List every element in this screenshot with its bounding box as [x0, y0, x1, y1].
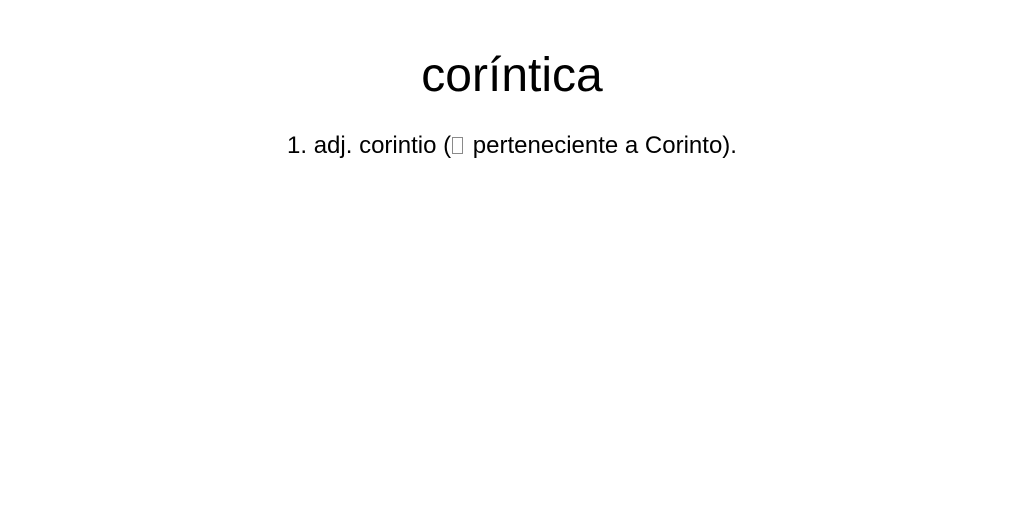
definition-line	[0, 131, 1024, 161]
lemma: corintio	[359, 132, 437, 159]
gloss: perteneciente a Corinto	[472, 132, 723, 159]
grammatical-category: adj.	[313, 132, 353, 159]
sense-number: 1.	[287, 132, 308, 159]
missing-glyph-icon	[452, 137, 463, 154]
close-paren: ).	[722, 132, 737, 159]
open-paren: (	[443, 132, 452, 159]
headword: coríntica	[421, 49, 603, 102]
